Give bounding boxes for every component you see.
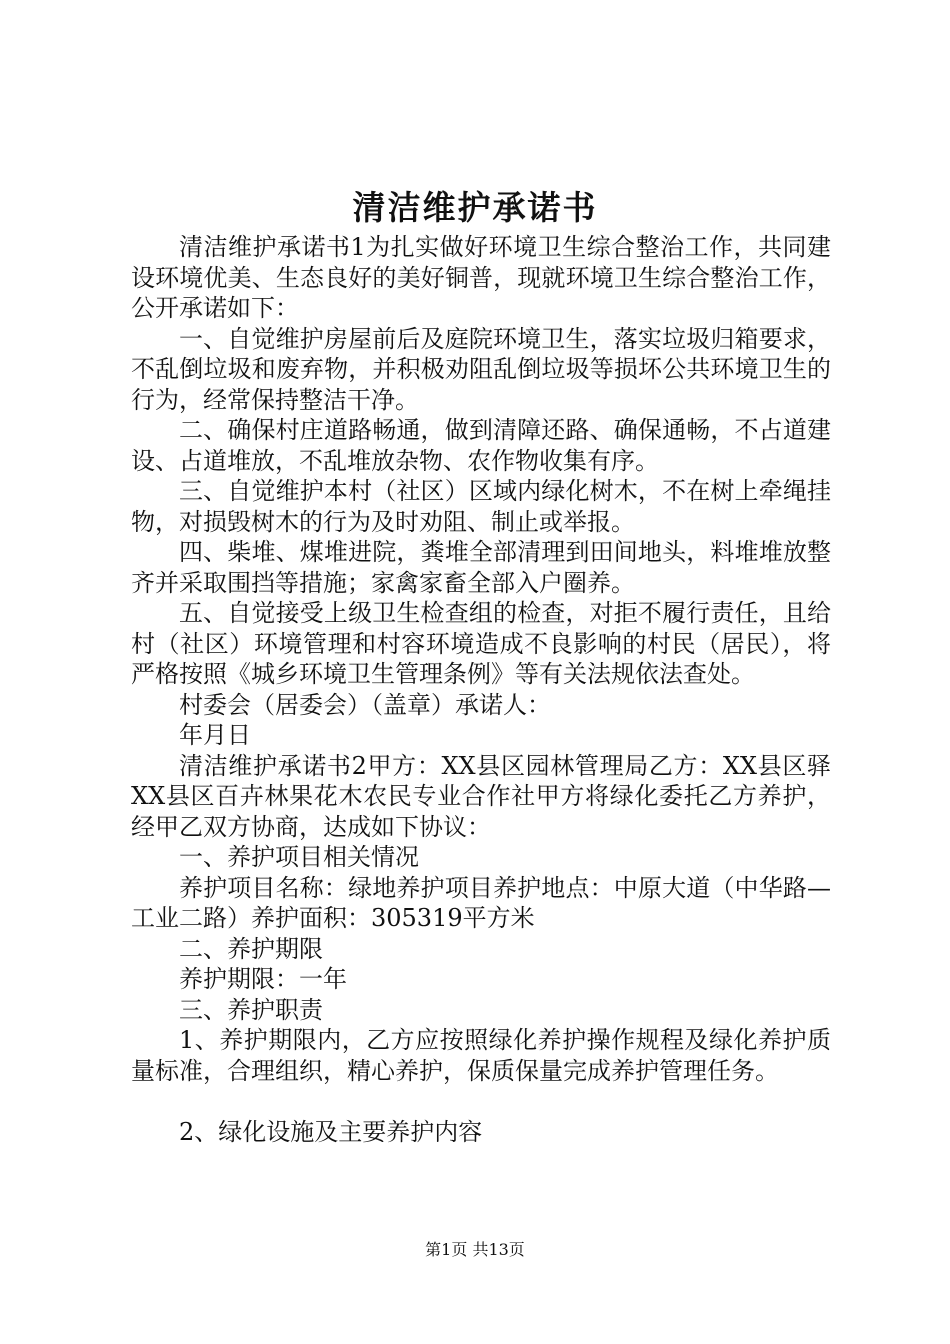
page-number: 第1页 共13页: [425, 1240, 525, 1259]
paragraph-item-5: 五、自觉接受上级卫生检查组的检查，对拒不履行责任，且给村（社区）环境管理和村容环境造成不良影响的村民（居民），将严格按照《城乡环境卫生管理条例》等有关法规依法查处。: [131, 599, 831, 688]
document-body: [131, 232, 831, 1148]
section-heading-1: 一、养护项目相关情况: [179, 843, 419, 871]
paragraph-item-4: 四、柴堆、煤堆进院，粪堆全部清理到田间地头，料堆堆放整齐并采取围挡等措施；家禽家畜全部入户圈养。: [131, 538, 831, 597]
paragraph-term: 养护期限：一年: [179, 965, 347, 993]
section-heading-2: 二、养护期限: [179, 934, 323, 963]
paragraph-item-1: 一、自觉维护房屋前后及庭院环境卫生，落实垃圾归箱要求，不乱倒垃圾和废弃物，并积极劝阻乱倒垃圾等损坏公共环境卫生的行为，经常保持整洁干净。: [131, 324, 831, 414]
paragraph-item-2: 二、确保村庄道路畅通，做到清障还路、确保通畅，不占道建设、占道堆放，不乱堆放杂物、农作物收集有序。: [131, 416, 831, 475]
signature-line: 村委会（居委会）（盖章）承诺人：: [179, 690, 551, 719]
paragraph-agreement-intro: 清洁维护承诺书2甲方：XX县区园林管理局乙方：XX县区驿XX县区百卉林果花木农民专业合作社甲方将绿化委托乙方养护，经甲乙双方协商，达成如下协议：: [131, 751, 831, 841]
section-heading-3: 三、养护职责: [179, 995, 323, 1024]
paragraph-item-3: 三、自觉维护本村（社区）区域内绿化树木，不在树上牵绳挂物，对损毁树木的行为及时劝阻、制止或举报。: [131, 477, 831, 536]
date-line: 年月日: [179, 721, 251, 749]
paragraph-project-info: 养护项目名称：绿地养护项目养护地点：中原大道（中华路—工业二路）养护面积：305319平方米: [131, 873, 831, 932]
paragraph-duty-2: 2、绿化设施及主要养护内容: [179, 1118, 483, 1146]
paragraph-duty-1: 1、养护期限内，乙方应按照绿化养护操作规程及绿化养护质量标准，合理组织，精心养护，保质保量完成养护管理任务。: [131, 1026, 831, 1085]
document-title: 清洁维护承诺书: [352, 188, 598, 227]
paragraph-intro: 清洁维护承诺书1为扎实做好环境卫生综合整治工作，共同建设环境优美、生态良好的美好铜普，现就环境卫生综合整治工作，公开承诺如下：: [131, 233, 831, 322]
